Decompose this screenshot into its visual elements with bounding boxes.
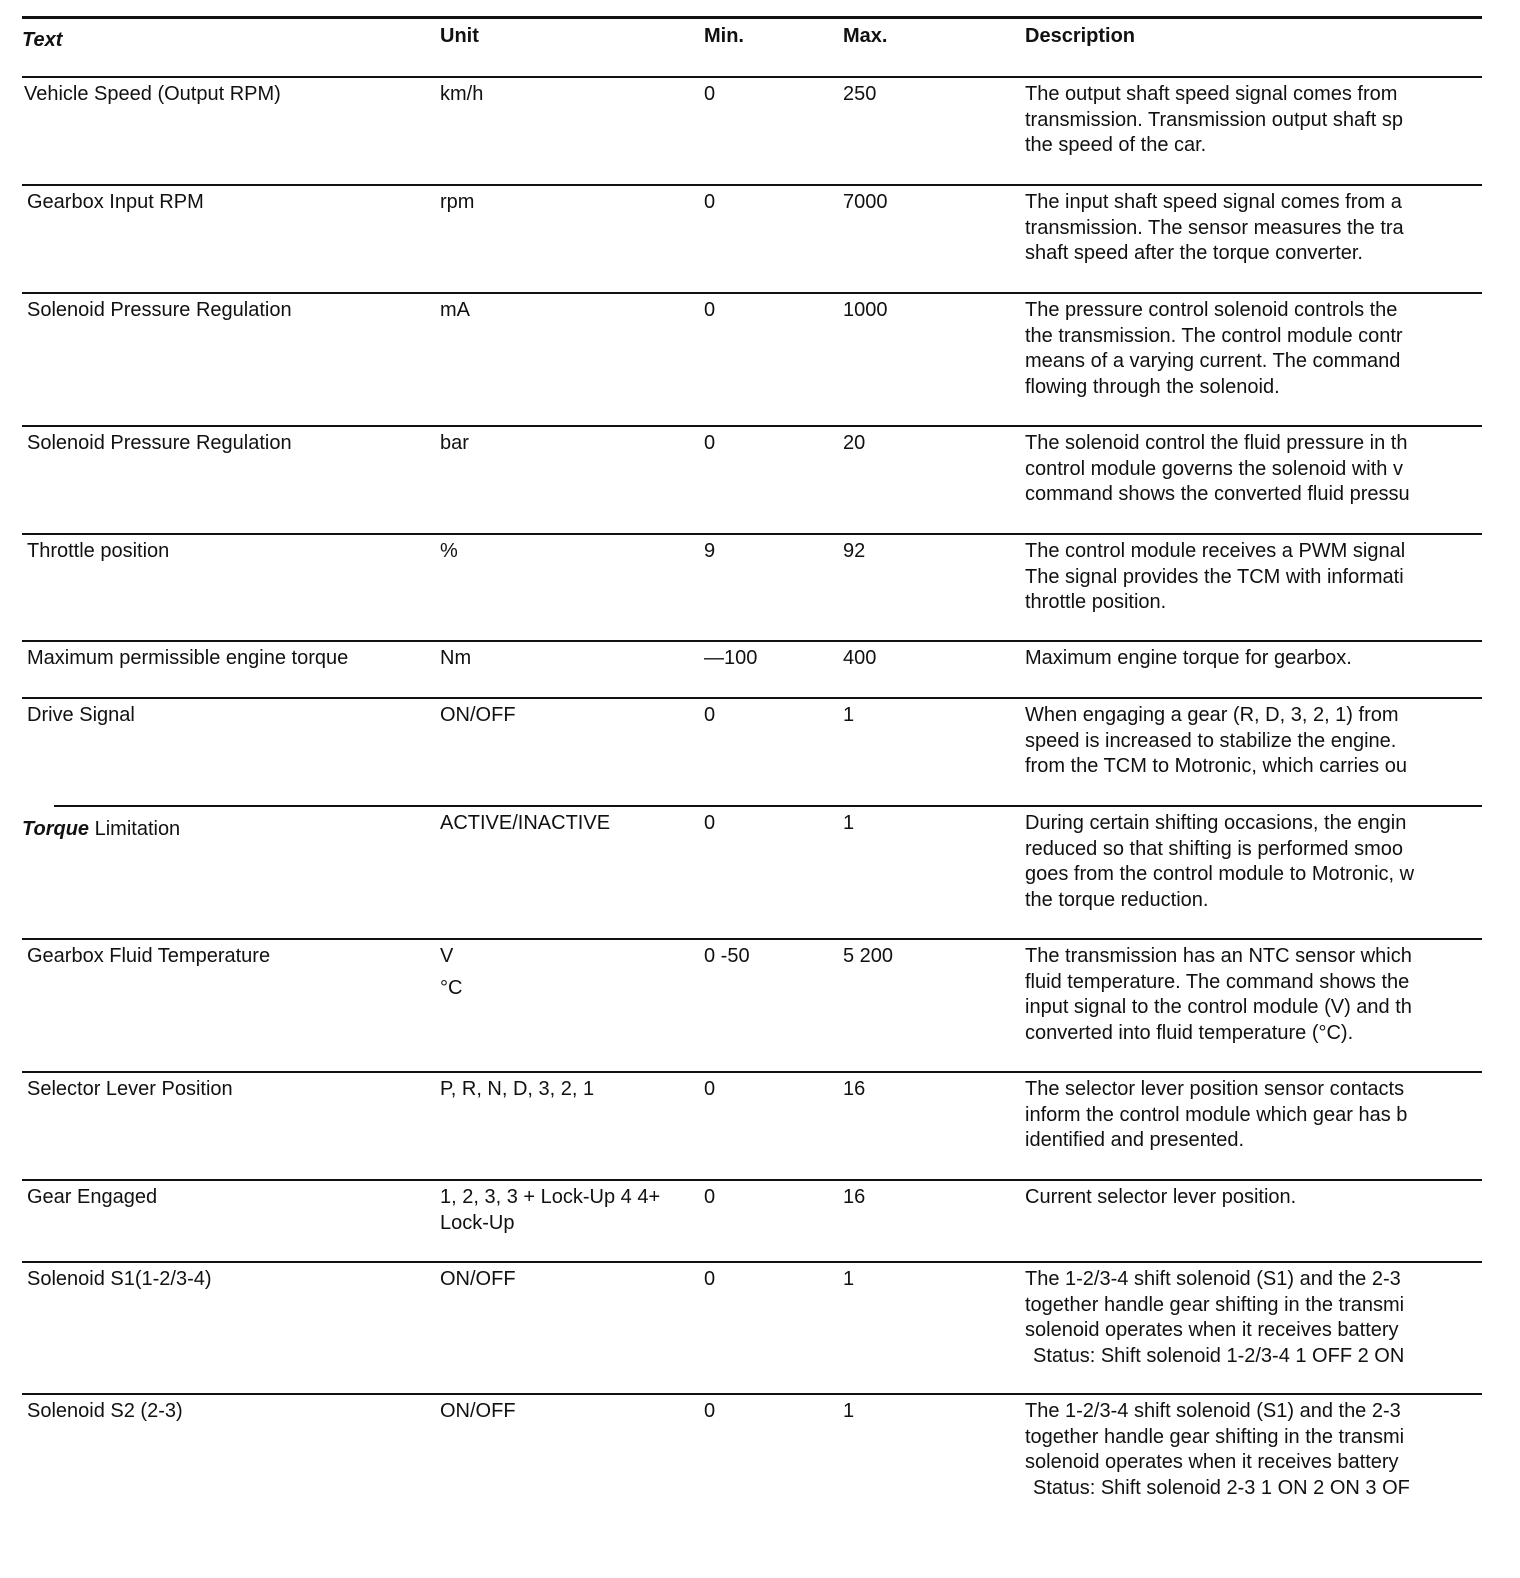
description-line: Status: Shift solenoid 2-3 1 ON 2 ON 3 OF	[1033, 1476, 1410, 1499]
description-line: Status: Shift solenoid 1-2/3-4 1 OFF 2 ON	[1033, 1344, 1405, 1367]
description-line: shaft speed after the torque converter.	[1025, 242, 1363, 264]
row-unit: ON/OFF	[440, 1268, 516, 1290]
row-max: 1	[843, 812, 855, 834]
row-unit: ACTIVE/INACTIVE	[440, 812, 611, 834]
description-line: transmission. The sensor measures the tra	[1025, 216, 1404, 239]
unit-line: V	[440, 945, 454, 967]
description-line: control module governs the solenoid with v	[1025, 457, 1403, 480]
row-unit: %	[440, 540, 458, 562]
row-min: 0	[704, 812, 716, 834]
header-max: Max.	[843, 25, 888, 47]
row-description	[1025, 298, 1480, 400]
row-unit: Nm	[440, 647, 472, 669]
description-line: goes from the control module to Motronic, w	[1025, 863, 1415, 885]
row-description	[1025, 82, 1480, 159]
row-unit: bar	[440, 432, 469, 454]
row-max: 400	[843, 647, 877, 669]
row-divider	[22, 184, 1482, 186]
row-text: Throttle position	[27, 540, 170, 562]
row-divider	[22, 76, 1482, 78]
row-description	[1025, 1077, 1480, 1154]
row-max: 1	[843, 1400, 855, 1422]
row-min: 0	[704, 83, 716, 105]
description-line: The pressure control solenoid controls the	[1025, 299, 1398, 321]
row-description	[1025, 944, 1480, 1046]
description-line: input signal to the control module (V) and th	[1025, 996, 1412, 1018]
description-line: the transmission. The control module contr	[1025, 324, 1403, 347]
description-line: The solenoid control the fluid pressure in th	[1025, 432, 1408, 454]
row-min: 0	[704, 191, 716, 213]
row-text	[22, 817, 180, 843]
row-text-rest: Limitation	[89, 818, 181, 840]
description-line: fluid temperature. The command shows the	[1025, 970, 1410, 993]
row-description	[1025, 646, 1480, 672]
description-line: The control module receives a PWM signal	[1025, 540, 1406, 562]
row-description	[1025, 703, 1480, 780]
row-min: 9	[704, 540, 716, 562]
description-line: reduced so that shifting is performed smoo	[1025, 837, 1403, 860]
row-unit: mA	[440, 299, 470, 321]
row-text-emphasis: Torque	[22, 818, 90, 840]
header-text: Text	[22, 29, 63, 51]
row-unit: ON/OFF	[440, 704, 516, 726]
row-min: 0	[704, 1268, 716, 1290]
top-rule	[22, 16, 1482, 19]
row-min: 0	[704, 1400, 716, 1422]
description-line: transmission. Transmission output shaft sp	[1025, 108, 1403, 131]
row-divider	[22, 1071, 1482, 1073]
description-line: the speed of the car.	[1025, 134, 1207, 156]
unit-line: Lock-Up	[440, 1211, 515, 1234]
description-line: The transmission has an NTC sensor which	[1025, 945, 1412, 967]
row-min: 0	[704, 432, 716, 454]
row-description	[1025, 811, 1480, 913]
description-line: from the TCM to Motronic, which carries ou	[1025, 755, 1407, 777]
row-unit: rpm	[440, 191, 475, 213]
header-unit: Unit	[440, 25, 479, 47]
description-line: The signal provides the TCM with informati	[1025, 565, 1404, 588]
row-unit: km/h	[440, 83, 484, 105]
description-line: The selector lever position sensor contacts	[1025, 1078, 1405, 1100]
row-unit	[440, 1185, 660, 1236]
description-line: command shows the converted fluid pressu	[1025, 483, 1410, 505]
row-divider	[22, 1393, 1482, 1395]
row-description	[1025, 1267, 1480, 1369]
row-text: Gearbox Input RPM	[27, 191, 204, 213]
description-line: converted into fluid temperature (°C).	[1025, 1021, 1354, 1044]
description-line: When engaging a gear (R, D, 3, 2, 1) from	[1025, 704, 1399, 726]
row-divider	[22, 938, 1482, 940]
row-text: Solenoid S2 (2-3)	[27, 1400, 183, 1422]
unit-line: °C	[440, 976, 463, 999]
row-max: 1	[843, 1268, 855, 1290]
description-line: solenoid operates when it receives battery	[1025, 1319, 1399, 1341]
row-description	[1025, 431, 1480, 508]
row-max: 7000	[843, 191, 888, 213]
row-min: 0	[704, 1186, 716, 1208]
row-max: 5 200	[843, 945, 894, 967]
description-line: The 1-2/3-4 shift solenoid (S1) and the 2-3	[1025, 1268, 1401, 1290]
row-unit: P, R, N, D, 3, 2, 1	[440, 1078, 595, 1100]
row-max: 1	[843, 704, 855, 726]
row-min: 0	[704, 299, 716, 321]
row-text: Vehicle Speed (Output RPM)	[24, 83, 281, 105]
row-max: 20	[843, 432, 866, 454]
row-text: Solenoid Pressure Regulation	[27, 432, 292, 454]
description-line: inform the control module which gear has b	[1025, 1103, 1408, 1126]
description-line: identified and presented.	[1025, 1129, 1245, 1151]
description-line: flowing through the solenoid.	[1025, 375, 1280, 398]
description-line: During certain shifting occasions, the engin	[1025, 812, 1407, 834]
row-text: Selector Lever Position	[27, 1078, 233, 1100]
row-description	[1025, 190, 1480, 267]
row-text: Gearbox Fluid Temperature	[27, 945, 271, 967]
row-unit: ON/OFF	[440, 1400, 516, 1422]
row-divider	[22, 1179, 1482, 1181]
description-line: speed is increased to stabilize the engine.	[1025, 729, 1397, 752]
row-min: 0	[704, 704, 716, 726]
row-description	[1025, 539, 1480, 616]
unit-line: 1, 2, 3, 3 + Lock-Up 4 4+	[440, 1186, 661, 1208]
row-max: 16	[843, 1186, 866, 1208]
row-divider	[22, 1261, 1482, 1263]
row-max: 1000	[843, 299, 888, 321]
description-line: throttle position.	[1025, 591, 1167, 613]
description-line: the torque reduction.	[1025, 888, 1209, 911]
row-description	[1025, 1399, 1480, 1501]
row-max: 250	[843, 83, 877, 105]
row-divider	[22, 292, 1482, 294]
description-line: means of a varying current. The command	[1025, 350, 1401, 372]
row-divider	[22, 697, 1482, 699]
row-min: 0 -50	[704, 945, 750, 967]
row-text: Solenoid S1(1-2/3-4)	[27, 1268, 212, 1290]
row-text: Maximum permissible engine torque	[27, 647, 349, 669]
description-line: together handle gear shifting in the transmi	[1025, 1293, 1405, 1316]
row-text: Gear Engaged	[27, 1186, 158, 1208]
description-line: The 1-2/3-4 shift solenoid (S1) and the 2-3	[1025, 1400, 1401, 1422]
description-line: together handle gear shifting in the transmi	[1025, 1425, 1405, 1448]
row-text: Solenoid Pressure Regulation	[27, 299, 292, 321]
row-divider	[22, 425, 1482, 427]
row-description	[1025, 1185, 1480, 1211]
description-line: The output shaft speed signal comes from	[1025, 83, 1398, 105]
description-line: solenoid operates when it receives battery	[1025, 1451, 1399, 1473]
row-divider	[54, 805, 1482, 807]
row-unit	[440, 944, 462, 1001]
description-line: Maximum engine torque for gearbox.	[1025, 647, 1352, 669]
row-text: Drive Signal	[27, 704, 135, 726]
row-min: 0	[704, 1078, 716, 1100]
row-max: 92	[843, 540, 866, 562]
row-divider	[22, 640, 1482, 642]
row-max: 16	[843, 1078, 866, 1100]
row-min: —100	[704, 647, 758, 669]
header-min: Min.	[704, 25, 744, 47]
row-divider	[22, 533, 1482, 535]
header-description: Description	[1025, 25, 1136, 47]
description-line: Current selector lever position.	[1025, 1186, 1297, 1208]
description-line: The input shaft speed signal comes from a	[1025, 191, 1402, 213]
